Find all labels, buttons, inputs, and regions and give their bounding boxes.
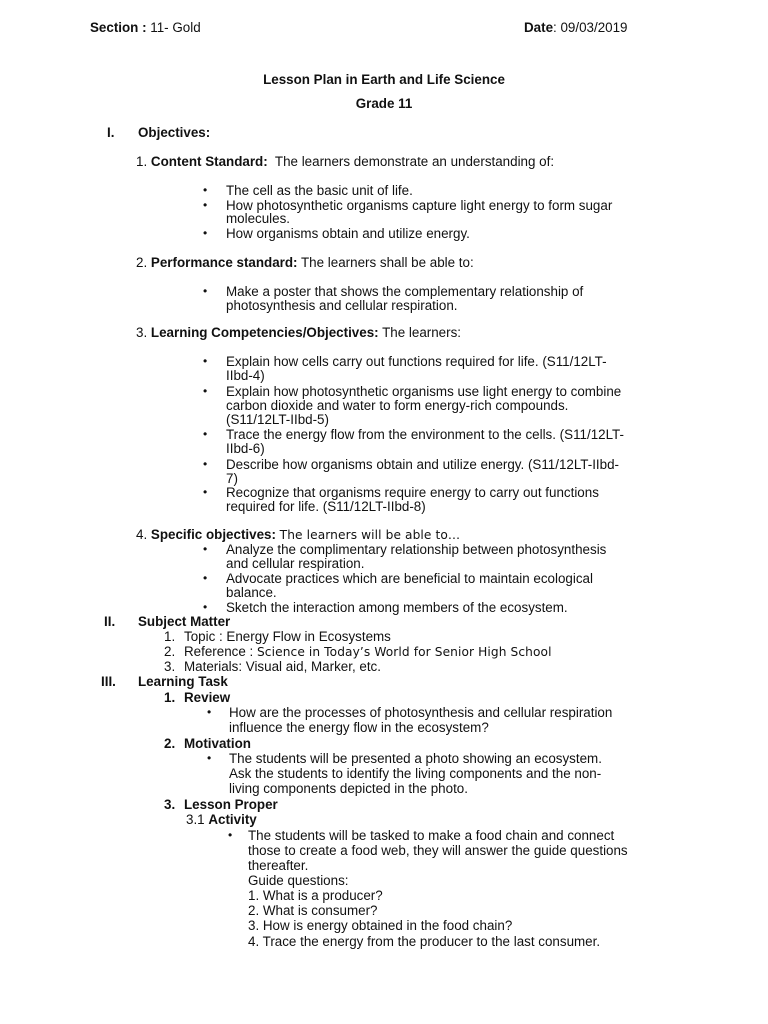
date-value: : 09/03/2019: [553, 20, 628, 35]
list-item: How photosynthetic organisms capture light energy to form sugar: [226, 198, 613, 213]
subject-item-topic: Topic : Energy Flow in Ecosystems: [184, 629, 391, 644]
bullet-icon: •: [203, 198, 208, 212]
grade-title: Grade 11: [355, 96, 413, 111]
activity-text-line: those to create a food web, they will answer the guide questions: [248, 843, 628, 858]
motivation-line: Ask the students to identify the living components and the non-: [229, 766, 602, 781]
activity-num: 3.1: [186, 812, 205, 827]
motivation-line: living components depicted in the photo.: [229, 781, 468, 796]
bullet-icon: •: [203, 284, 208, 298]
bullet-icon: •: [207, 751, 212, 765]
list-item: Trace the energy flow from the environment to the cells. (S11/12LT-: [226, 427, 624, 442]
list-item: Explain how photosynthetic organisms use light energy to combine: [226, 384, 622, 399]
performance-standard-line: [136, 255, 474, 270]
list-item: Describe how organisms obtain and utilize energy. (S11/12LT-IIbd-: [226, 457, 619, 472]
motivation-num: 2.: [164, 736, 176, 751]
numeral-learning-task: III.: [101, 674, 116, 689]
list-item-cont: photosynthesis and cellular respiration.: [226, 298, 458, 313]
reference-label: Reference :: [184, 644, 254, 659]
bullet-icon: •: [203, 183, 208, 197]
performance-standard-num: 2.: [136, 255, 148, 270]
activity-text-line: The students will be tasked to make a food chain and connect: [248, 828, 615, 843]
section-value: 11- Gold: [150, 20, 201, 35]
review-num: 1.: [164, 690, 176, 705]
bullet-icon: •: [203, 542, 208, 556]
date-label: Date: [524, 20, 554, 35]
bullet-icon: •: [203, 600, 208, 614]
performance-standard-text: The learners shall be able to:: [301, 255, 474, 270]
list-item: The cell as the basic unit of life.: [226, 183, 413, 198]
specific-objectives-line: [136, 527, 460, 543]
bullet-icon: •: [228, 828, 233, 842]
list-item: Advocate practices which are beneficial to maintain ecological: [226, 571, 593, 586]
document-title: Lesson Plan in Earth and Life Science: [263, 72, 505, 87]
subject-item-num: 2.: [164, 644, 176, 659]
heading-learning-task: Learning Task: [138, 674, 228, 689]
list-item: Sketch the interaction among members of the ecosystem.: [226, 600, 568, 615]
heading-objectives: Objectives:: [138, 125, 211, 140]
lesson-proper-label: Lesson Proper: [184, 797, 278, 812]
guide-question: 1. What is a producer?: [248, 888, 383, 903]
specific-label: Specific objectives:: [150, 527, 276, 542]
review-line: How are the processes of photosynthesis and cellular respiration: [229, 705, 613, 720]
guide-question: 2. What is consumer?: [248, 903, 378, 918]
list-item-cont: carbon dioxide and water to form energy-rich compounds.: [226, 398, 569, 413]
content-standard-text: The learners demonstrate an understanding of:: [274, 154, 555, 169]
motivation-label: Motivation: [184, 736, 251, 751]
performance-standard-label: Performance standard:: [150, 255, 298, 270]
list-item: Explain how cells carry out functions required for life. (S11/12LT-: [226, 354, 607, 369]
reference-title: Science in Today’s World for Senior High School: [256, 645, 552, 659]
bullet-icon: •: [203, 384, 208, 398]
list-item-cont: IIbd-4): [226, 368, 265, 383]
activity-line: [186, 812, 257, 827]
heading-subject-matter: Subject Matter: [138, 614, 231, 629]
list-item-cont: and cellular respiration.: [226, 556, 365, 571]
numeral-subject-matter: II.: [104, 614, 116, 629]
competencies-text: The learners:: [382, 325, 462, 340]
list-item: Recognize that organisms require energy to carry out functions: [226, 485, 599, 500]
competencies-num: 3.: [136, 325, 148, 340]
content-standard-num: 1.: [136, 154, 148, 169]
lesson-proper-num: 3.: [164, 797, 176, 812]
guide-question: 4. Trace the energy from the producer to the last consumer.: [248, 934, 601, 949]
section-label: Section :: [90, 20, 147, 35]
review-label: Review: [184, 690, 231, 705]
list-item: How organisms obtain and utilize energy.: [226, 226, 470, 241]
subject-item-num: 3.: [164, 659, 176, 674]
content-standard-line: [136, 154, 554, 169]
guide-question: 3. How is energy obtained in the food chain?: [248, 918, 513, 933]
competencies-line: [136, 325, 461, 340]
bullet-icon: •: [203, 485, 208, 499]
list-item-cont: (S11/12LT-IIbd-5): [226, 412, 329, 427]
bullet-icon: •: [203, 571, 208, 585]
activity-text-line: thereafter.: [248, 858, 309, 873]
specific-text: The learners will be able to…: [279, 528, 461, 542]
list-item-cont: molecules.: [226, 211, 291, 226]
bullet-icon: •: [207, 705, 212, 719]
bullet-icon: •: [203, 457, 208, 471]
guide-questions-label: Guide questions:: [248, 873, 349, 888]
list-item-cont: IIbd-6): [226, 441, 265, 456]
list-item: Make a poster that shows the complementary relationship of: [226, 284, 584, 299]
list-item-cont: required for life. (S11/12LT-IIbd-8): [226, 499, 426, 514]
subject-item-materials: Materials: Visual aid, Marker, etc.: [184, 659, 381, 674]
subject-item-num: 1.: [164, 629, 176, 644]
content-standard-label: Content Standard:: [150, 154, 268, 169]
date-field: [524, 20, 628, 35]
list-item: Analyze the complimentary relationship between photosynthesis: [226, 542, 607, 557]
list-item-cont: balance.: [226, 585, 277, 600]
bullet-icon: •: [203, 354, 208, 368]
review-line: influence the energy flow in the ecosystem?: [229, 720, 489, 735]
motivation-line: The students will be presented a photo showing an ecosystem.: [229, 751, 602, 766]
bullet-icon: •: [203, 226, 208, 240]
list-item-cont: 7): [226, 471, 238, 486]
subject-item-reference: [184, 644, 552, 660]
competencies-label: Learning Competencies/Objectives:: [150, 325, 379, 340]
activity-label: Activity: [208, 812, 257, 827]
section-field: [90, 20, 201, 35]
bullet-icon: •: [203, 427, 208, 441]
numeral-objectives: I.: [107, 125, 115, 140]
specific-num: 4.: [136, 527, 148, 542]
